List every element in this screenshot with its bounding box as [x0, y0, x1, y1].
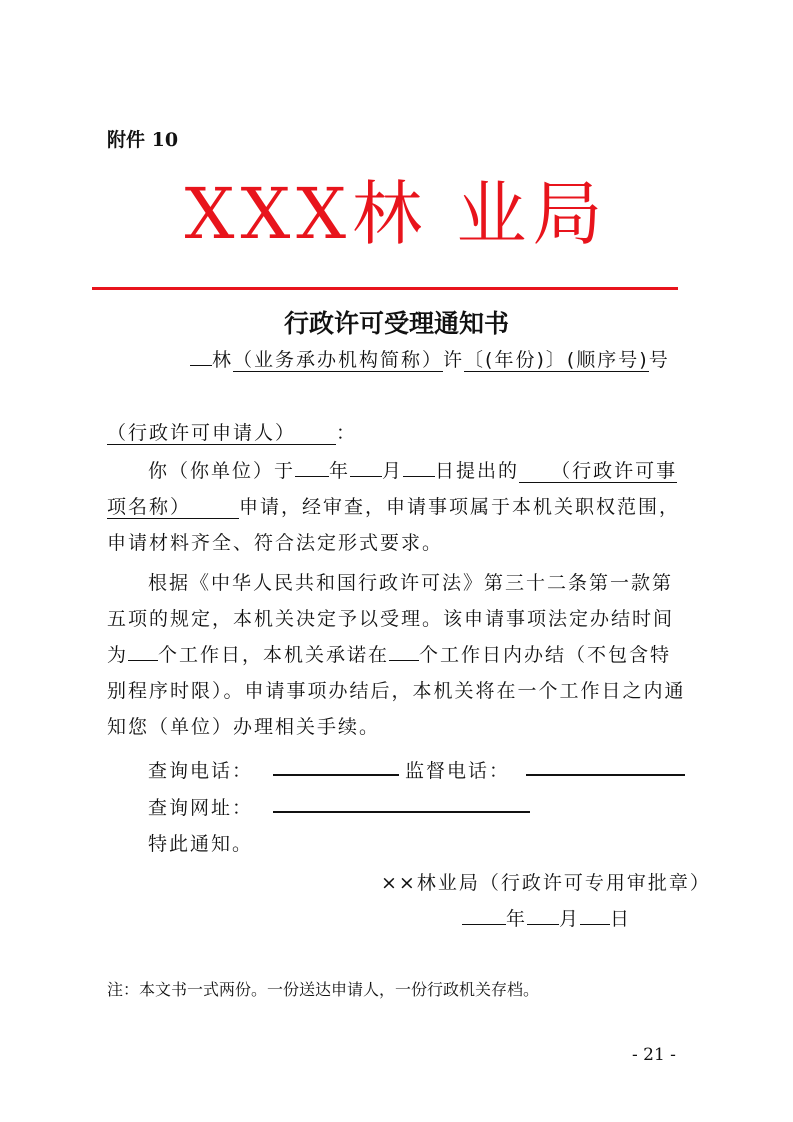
- para1-year: 年: [329, 460, 351, 482]
- para1-rest: 申请，经审查，申请事项属于本机关职权范围，: [239, 496, 681, 518]
- para2-line3-c: 个工作日内办结（不包含特: [419, 644, 672, 666]
- item-name-line2: 项名称）: [107, 496, 239, 519]
- para2-line4: 别程序时限）。申请事项办结后，本机关将在一个工作日之内通: [107, 680, 686, 702]
- document-title: 行政许可受理通知书: [283, 309, 509, 338]
- month-blank: [350, 458, 382, 477]
- doc-number-suffix: 号: [648, 349, 670, 371]
- para1-day: 日提出的: [435, 460, 520, 482]
- doc-number-serial: (顺序号): [566, 349, 649, 371]
- sign-month: 月: [559, 908, 581, 930]
- day-blank: [403, 458, 435, 477]
- sign-year-blank: [462, 906, 506, 925]
- para1-month: 月: [382, 460, 404, 482]
- footnote: 注：本文书一式两份。一份送达申请人，一份行政机关存档。: [107, 980, 540, 999]
- doc-number-org: （业务承办机构简称）: [233, 349, 444, 371]
- para1-line2: [107, 492, 680, 519]
- para2-line2: 五项的规定，本机关决定予以受理。该申请事项法定办结时间: [107, 608, 675, 630]
- closing-text: 特此通知。: [148, 833, 254, 855]
- agency-header: XXX林 业局: [184, 173, 609, 255]
- para1-line1: [148, 456, 677, 483]
- sign-month-blank: [527, 906, 559, 925]
- sign-year: 年: [506, 908, 528, 930]
- supervise-phone-label: 监督电话：: [405, 760, 511, 782]
- item-name-line1: （行政许可事: [519, 460, 677, 483]
- supervise-phone-blank: [526, 774, 685, 776]
- signature: ××林业局（行政许可专用审批章）: [381, 872, 711, 894]
- applicant-name: （行政许可申请人）: [107, 422, 336, 445]
- applicant-colon: ：: [336, 422, 358, 444]
- para1-line3: 申请材料齐全、符合法定形式要求。: [107, 532, 444, 554]
- sign-day-blank: [580, 906, 610, 925]
- red-divider: [92, 287, 678, 290]
- doc-number-prefix: 林: [212, 349, 234, 371]
- query-phone-blank: [273, 774, 399, 776]
- query-url-label: 查询网址：: [148, 797, 254, 819]
- para2-line1: 根据《中华人民共和国行政许可法》第三十二条第一款第: [148, 572, 674, 594]
- para2-line5: 知您（单位）办理相关手续。: [107, 716, 381, 738]
- year-blank: [295, 458, 329, 477]
- para2-line3-b: 个工作日，本机关承诺在: [158, 644, 390, 666]
- para2-line3: [107, 640, 671, 667]
- doc-number-year: 〔(年份)〕: [464, 349, 567, 371]
- query-phone-label: 查询电话：: [148, 760, 254, 782]
- attachment-label: 附件 10: [107, 129, 179, 151]
- sign-date: [462, 904, 631, 931]
- para1-you: 你（你单位）于: [148, 460, 296, 482]
- number-blank: [190, 347, 212, 366]
- doc-number-xu: 许: [443, 349, 465, 371]
- document-number: [190, 345, 670, 372]
- legal-days-blank: [128, 642, 158, 661]
- query-url-blank: [273, 811, 530, 813]
- page-number: - 21 -: [632, 1045, 676, 1065]
- promise-days-blank: [389, 642, 419, 661]
- applicant-line: [107, 418, 357, 445]
- para2-line3-a: 为: [107, 644, 129, 666]
- sign-day: 日: [610, 908, 632, 930]
